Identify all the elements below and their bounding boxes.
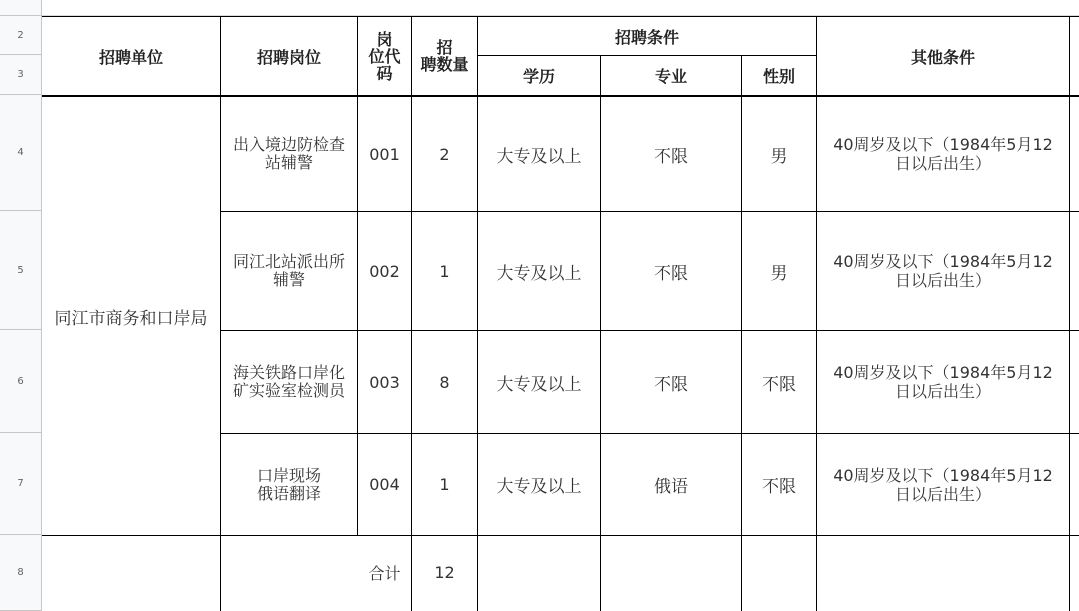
gender-cell[interactable]: 不限 xyxy=(762,374,796,395)
row-header-1[interactable] xyxy=(0,0,42,16)
total-label-cell[interactable]: 合计 xyxy=(368,563,401,583)
row-header-4[interactable]: 4 xyxy=(0,95,42,211)
position-cell[interactable]: 同江北站派出所 辅警 xyxy=(232,252,345,289)
header-code[interactable]: 岗 位代 码 xyxy=(368,29,401,83)
other-cell[interactable]: 40周岁及以下（1984年5月12 日以后出生） xyxy=(833,465,1053,504)
major-cell[interactable]: 俄语 xyxy=(654,477,688,497)
education-cell[interactable]: 大专及以上 xyxy=(496,374,582,395)
empty-cell[interactable] xyxy=(817,536,1069,611)
row-header-7[interactable]: 7 xyxy=(0,433,42,535)
gender-cell[interactable]: 不限 xyxy=(762,477,796,497)
education-cell[interactable]: 大专及以上 xyxy=(496,477,582,497)
row-header-6[interactable]: 6 xyxy=(0,330,42,433)
education-cell[interactable]: 大专及以上 xyxy=(496,263,582,284)
position-cell[interactable]: 出入境边防检查 站辅警 xyxy=(232,135,345,172)
count-cell[interactable]: 8 xyxy=(439,372,450,392)
position-cell[interactable]: 海关铁路口岸化 矿实验室检测员 xyxy=(232,363,345,400)
code-cell[interactable]: 004 xyxy=(369,475,400,494)
count-cell[interactable]: 1 xyxy=(439,261,450,281)
header-major[interactable]: 专业 xyxy=(654,67,687,86)
row-header-5[interactable]: 5 xyxy=(0,211,42,330)
header-count[interactable]: 招 聘数量 xyxy=(420,38,469,74)
other-cell[interactable]: 40周岁及以下（1984年5月12 日以后出生） xyxy=(833,363,1053,401)
unit-name-cell[interactable]: 同江市商务和口岸局 xyxy=(54,308,208,329)
major-cell[interactable]: 不限 xyxy=(654,146,688,167)
education-cell[interactable]: 大专及以上 xyxy=(496,146,582,167)
other-cell[interactable]: 40周岁及以下（1984年5月12 日以后出生） xyxy=(833,135,1053,173)
code-cell[interactable]: 002 xyxy=(369,261,400,281)
header-position[interactable]: 招聘岗位 xyxy=(256,47,321,67)
header-education[interactable]: 学历 xyxy=(522,67,555,86)
empty-cell[interactable] xyxy=(42,536,220,611)
code-cell[interactable]: 001 xyxy=(369,144,400,164)
row-header-8[interactable]: 8 xyxy=(0,535,42,611)
header-conditions[interactable]: 招聘条件 xyxy=(614,27,679,47)
empty-cell[interactable] xyxy=(478,536,600,611)
row-header-2[interactable]: 2 xyxy=(0,16,42,55)
code-cell[interactable]: 003 xyxy=(369,372,400,392)
gender-cell[interactable]: 男 xyxy=(770,263,788,284)
count-cell[interactable]: 2 xyxy=(439,144,450,164)
header-other[interactable]: 其他条件 xyxy=(910,47,975,67)
other-cell[interactable]: 40周岁及以下（1984年5月12 日以后出生） xyxy=(833,252,1053,290)
empty-cell[interactable] xyxy=(742,536,816,611)
header-gender[interactable]: 性别 xyxy=(762,67,795,86)
header-unit[interactable]: 招聘单位 xyxy=(98,47,163,67)
count-cell[interactable]: 1 xyxy=(439,475,450,494)
row-header-3[interactable]: 3 xyxy=(0,55,42,95)
gender-cell[interactable]: 男 xyxy=(770,146,788,167)
position-cell[interactable]: 口岸现场 俄语翻译 xyxy=(256,465,321,503)
major-cell[interactable]: 不限 xyxy=(654,374,688,395)
total-value-cell[interactable]: 12 xyxy=(434,562,455,582)
empty-cell[interactable] xyxy=(221,536,357,611)
empty-cell[interactable] xyxy=(601,536,741,611)
major-cell[interactable]: 不限 xyxy=(654,263,688,284)
